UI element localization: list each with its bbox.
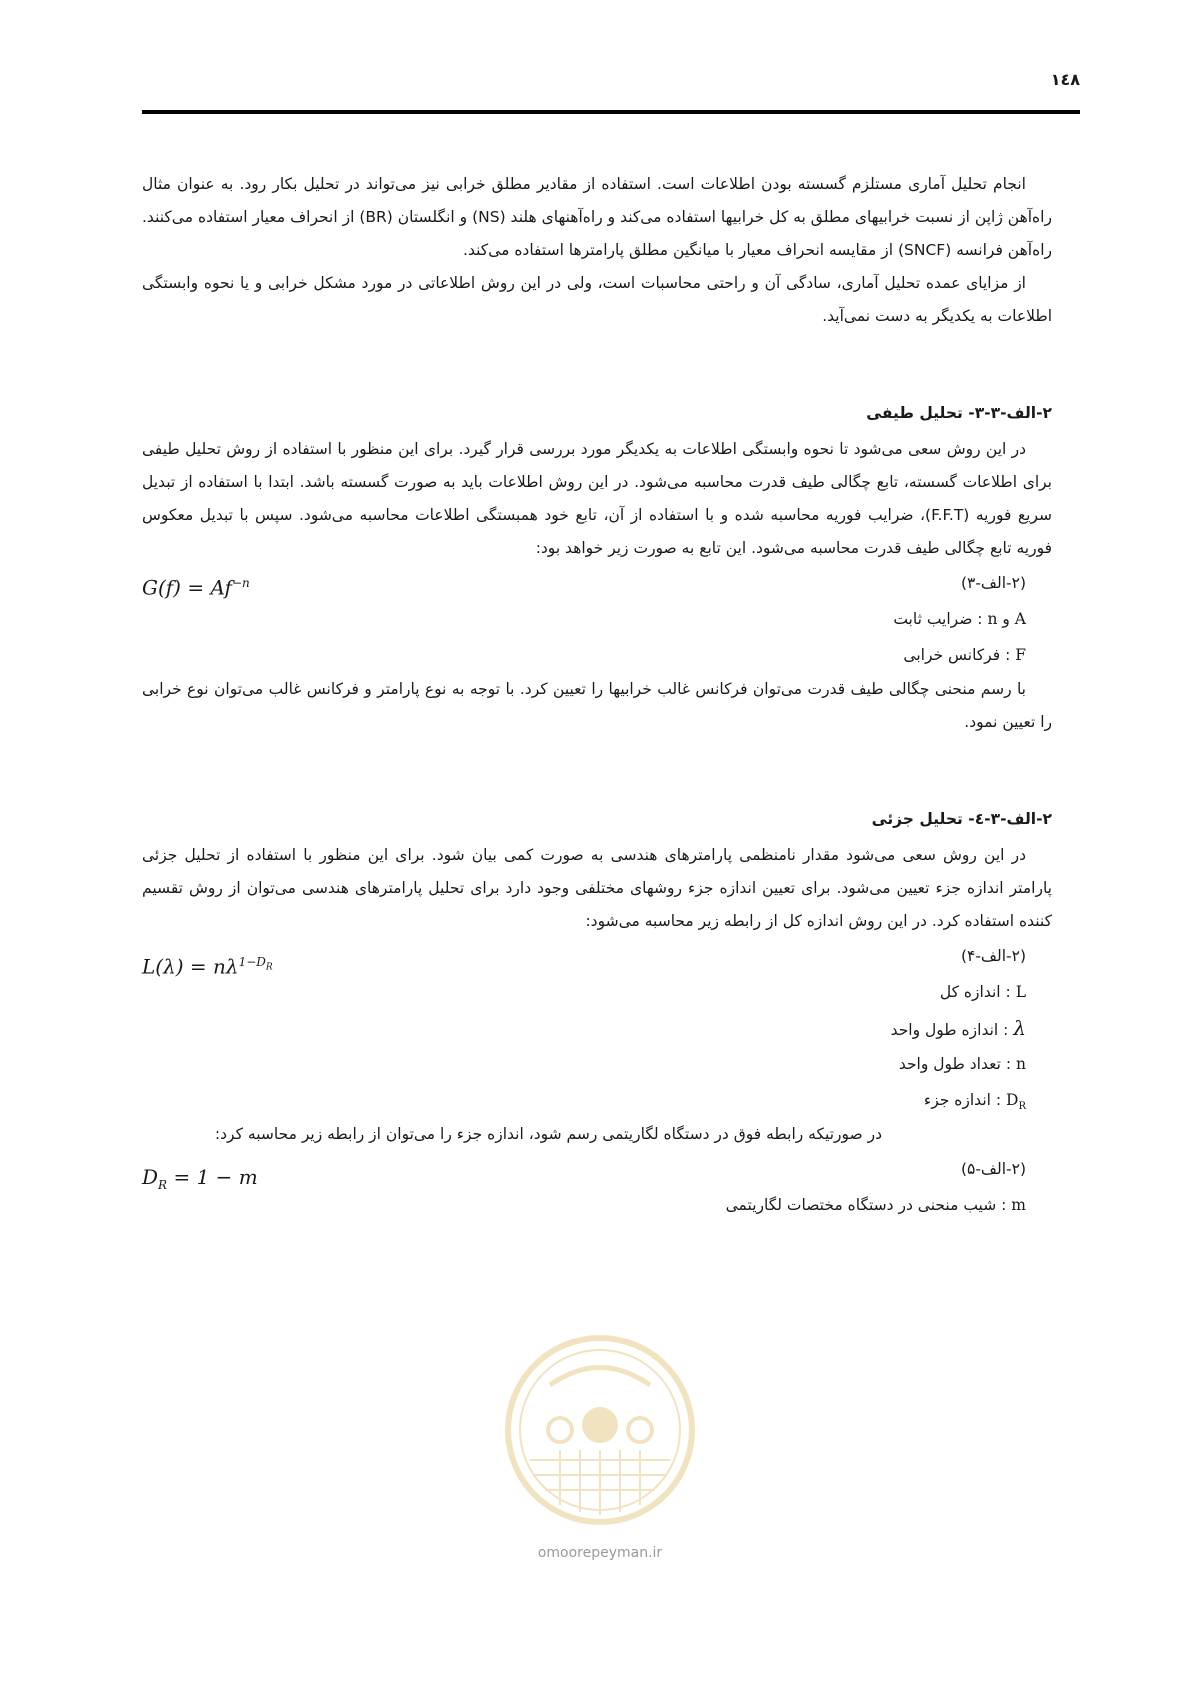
page-number: ۱٤۸ (1050, 70, 1080, 89)
definition-item: λ : اندازه طول واحد (890, 1016, 1026, 1040)
equation-row (142, 938, 1052, 979)
equation-number: (۲-الف-۵) (960, 1160, 1026, 1178)
paragraph: در این روش سعی می‌شود تا نحوه وابستگی اطلاعات به یکدیگر مورد بررسی قرار گیرد. برای این منظور با استفاده از روش تحلیل طیفی برای اطلاعات گسسته، تابع چگالی طیف قدرت محاسبه می‌شود. در این روش اطلاعات باید به صورت گسسته باشد. ابتدا با استفاده از تبدیل سریع فوریه (F.F.T)، ضرایب فوریه محاسبه شده و با استفاده از آن، تابع خود همبستگی اطلاعات محاسبه می‌شود. سپس با تبدیل معکوس فوریه تابع چگالی طیف قدرت محاسبه می‌شود. این تابع به صورت زیر خواهد بود: (142, 440, 1053, 557)
definition-item: n : تعداد طول واحد (898, 1055, 1026, 1073)
definition-item: A و n : ضرایب ثابت (893, 610, 1026, 628)
equation-row (142, 565, 1052, 601)
section-heading: ۲-الف-۳-۳- تحلیل طیفی (866, 404, 1052, 422)
definition-item: L : اندازه کل (939, 983, 1026, 1001)
equation-formula: $D_R = 1 - m$ (142, 1165, 258, 1192)
section-heading: ۲-الف-۳-٤- تحلیل جزئی (871, 810, 1052, 828)
equation-formula: $G(f) = Af^{-n}$ (142, 575, 250, 600)
page-content (142, 168, 1052, 1223)
watermark-logo-icon (490, 1330, 710, 1530)
definition-item: F : فرکانس خرابی (903, 646, 1026, 664)
paragraph: انجام تحلیل آماری مستلزم گسسته بودن اطلاعات است. استفاده از مقادیر مطلق خرابی نیز می‌تواند در تحلیل بکار رود. به عنوان مثال راه‌آهن ژاپن از نسبت خرابیهای مطلق به کل خرابیها استفاده می‌کند و راه‌آهنهای هلند (NS) و انگلستان (BR) از انحراف معیار استفاده می‌کنند. راه‌آهن فرانسه (SNCF) از مقایسه انحراف معیار با میانگین مطلق پارامترها استفاده می‌کند. (142, 175, 1052, 259)
paragraph: در این روش سعی می‌شود مقدار نامنظمی پارامترهای هندسی به صورت کمی بیان شود. برای این منظور با استفاده از تحلیل جزئی پارامتر اندازه جزء تعیین می‌شود. برای تعیین اندازه جزء روشهای مختلفی وجود دارد برای تحلیل پارامترهای هندسی می‌توان از روش تقسیم کننده استفاده کرد. در این روش اندازه کل از رابطه زیر محاسبه می‌شود: (142, 846, 1052, 930)
paragraph: با رسم منحنی چگالی طیف قدرت می‌توان فرکانس غالب خرابیها را تعیین کرد. با توجه به نوع پارامتر و فرکانس غالب می‌توان نوع خرابی را تعیین نمود. (142, 680, 1052, 731)
equation-number: (۲-الف-۴) (960, 947, 1026, 965)
header-rule (142, 110, 1080, 114)
equation-number: (۲-الف-۳) (960, 574, 1026, 592)
equation-row (142, 1151, 1052, 1192)
definition-item: $D_R$ : اندازه جزء (923, 1091, 1026, 1113)
paragraph: از مزایای عمده تحلیل آماری، سادگی آن و راحتی محاسبات است، ولی در این روش اطلاعاتی در مورد مشکل خرابی و یا نحوه وابستگی اطلاعات به یکدیگر به دست نمی‌آید. (142, 274, 1052, 325)
definition-item: m : شیب منحنی در دستگاه مختصات لگاریتمی (725, 1196, 1026, 1214)
paragraph: در صورتیکه رابطه فوق در دستگاه لگاریتمی رسم شود، اندازه جزء را می‌توان از رابطه زیر محاسبه کرد: (214, 1125, 882, 1143)
equation-formula: $L(\lambda) = n\lambda^{1-D_R}$ (142, 954, 273, 979)
watermark-url: omoorepeyman.ir (537, 1545, 663, 1561)
